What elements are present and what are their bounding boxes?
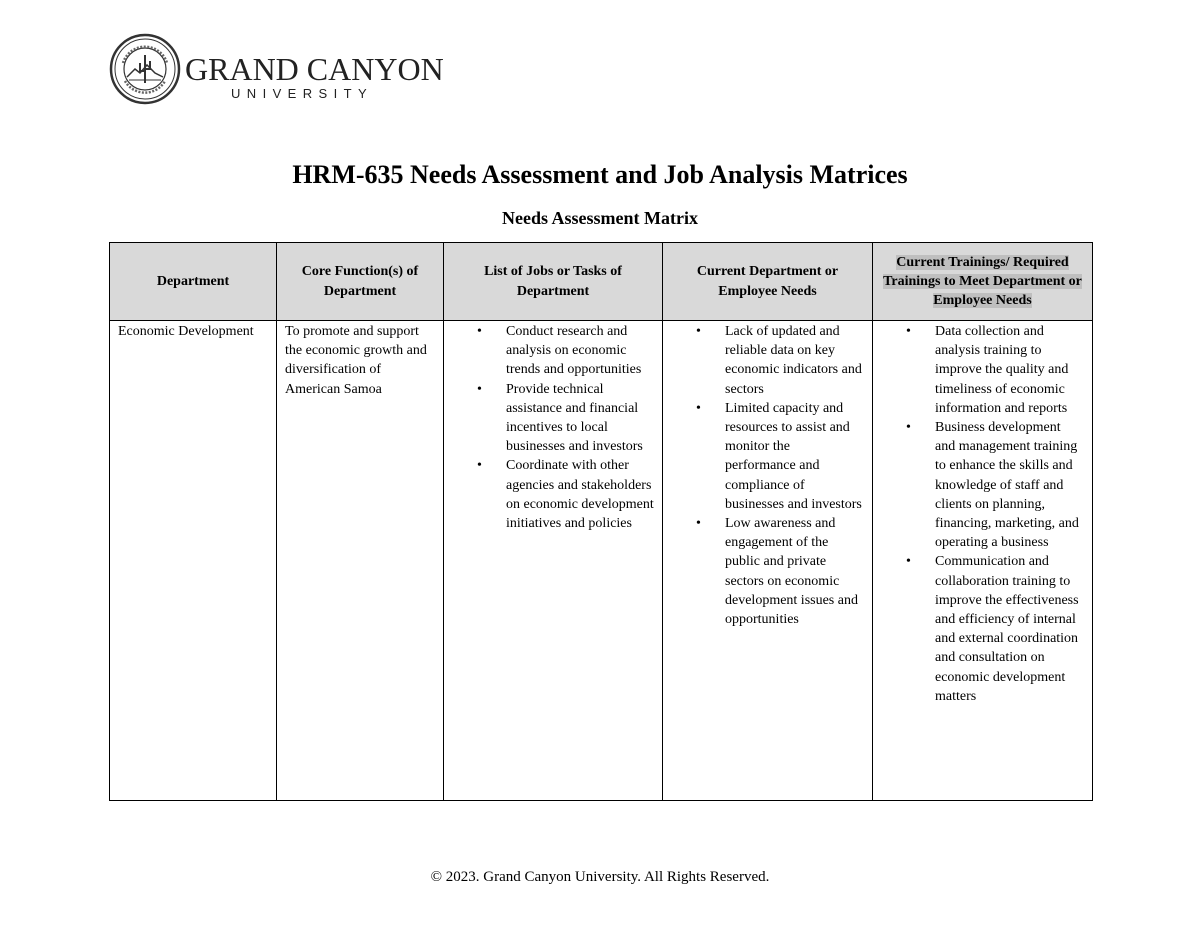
trainings-list (881, 322, 1084, 706)
needs-assessment-table (109, 242, 1093, 801)
cell-tasks (444, 321, 663, 801)
list-item: • Limited capacity and resources to assist and monitor the performance and compliance of businesses and investors (725, 399, 864, 514)
list-item: • Coordinate with other agencies and stakeholders on economic development initiatives and policies (506, 456, 654, 533)
list-item: • Data collection and analysis training to improve the quality and timeliness of economic information and reports (935, 322, 1084, 418)
table-row (110, 321, 1093, 801)
list-item: • Business development and management training to enhance the skills and knowledge of staff and clients on planning, financing, marketing, and operating a business (935, 418, 1084, 552)
list-item: • Provide technical assistance and financial incentives to local businesses and investors (506, 380, 654, 457)
cell-trainings (873, 321, 1093, 801)
header-trainings-text: Current Trainings/ Required Trainings to Meet Department or Employee Needs (883, 254, 1082, 309)
header-trainings (873, 243, 1093, 321)
cell-core-function: To promote and support the economic growth and diversification of American Samoa (277, 321, 444, 801)
header-core-function: Core Function(s) of Department (277, 243, 444, 321)
header-department: Department (110, 243, 277, 321)
matrix-subtitle: Needs Assessment Matrix (502, 208, 698, 228)
header-needs: Current Department or Employee Needs (663, 243, 873, 321)
needs-list (671, 322, 864, 629)
header-tasks: List of Jobs or Tasks of Department (444, 243, 663, 321)
list-item: • Lack of updated and reliable data on key economic indicators and sectors (725, 322, 864, 399)
list-item: • Low awareness and engagement of the public and private sectors on economic development issues and opportunities (725, 514, 864, 629)
list-item: • Communication and collaboration training to improve the effectiveness and efficiency of internal and external coordination and consultation on economic development matters (935, 552, 1084, 706)
logo-wordmark: GRAND CANYON (185, 51, 444, 87)
copyright-footer: © 2023. Grand Canyon University. All Rights Reserved. (430, 869, 770, 885)
cell-department: Economic Development (110, 321, 277, 801)
logo-subtitle: UNIVERSITY (231, 86, 374, 101)
table-header-row (110, 243, 1093, 321)
list-item: • Conduct research and analysis on economic trends and opportunities (506, 322, 654, 380)
cell-needs (663, 321, 873, 801)
university-seal-icon (109, 33, 181, 105)
document-title: HRM-635 Needs Assessment and Job Analysis Matrices (292, 160, 908, 189)
gcu-logo (109, 33, 444, 105)
tasks-list (452, 322, 654, 533)
